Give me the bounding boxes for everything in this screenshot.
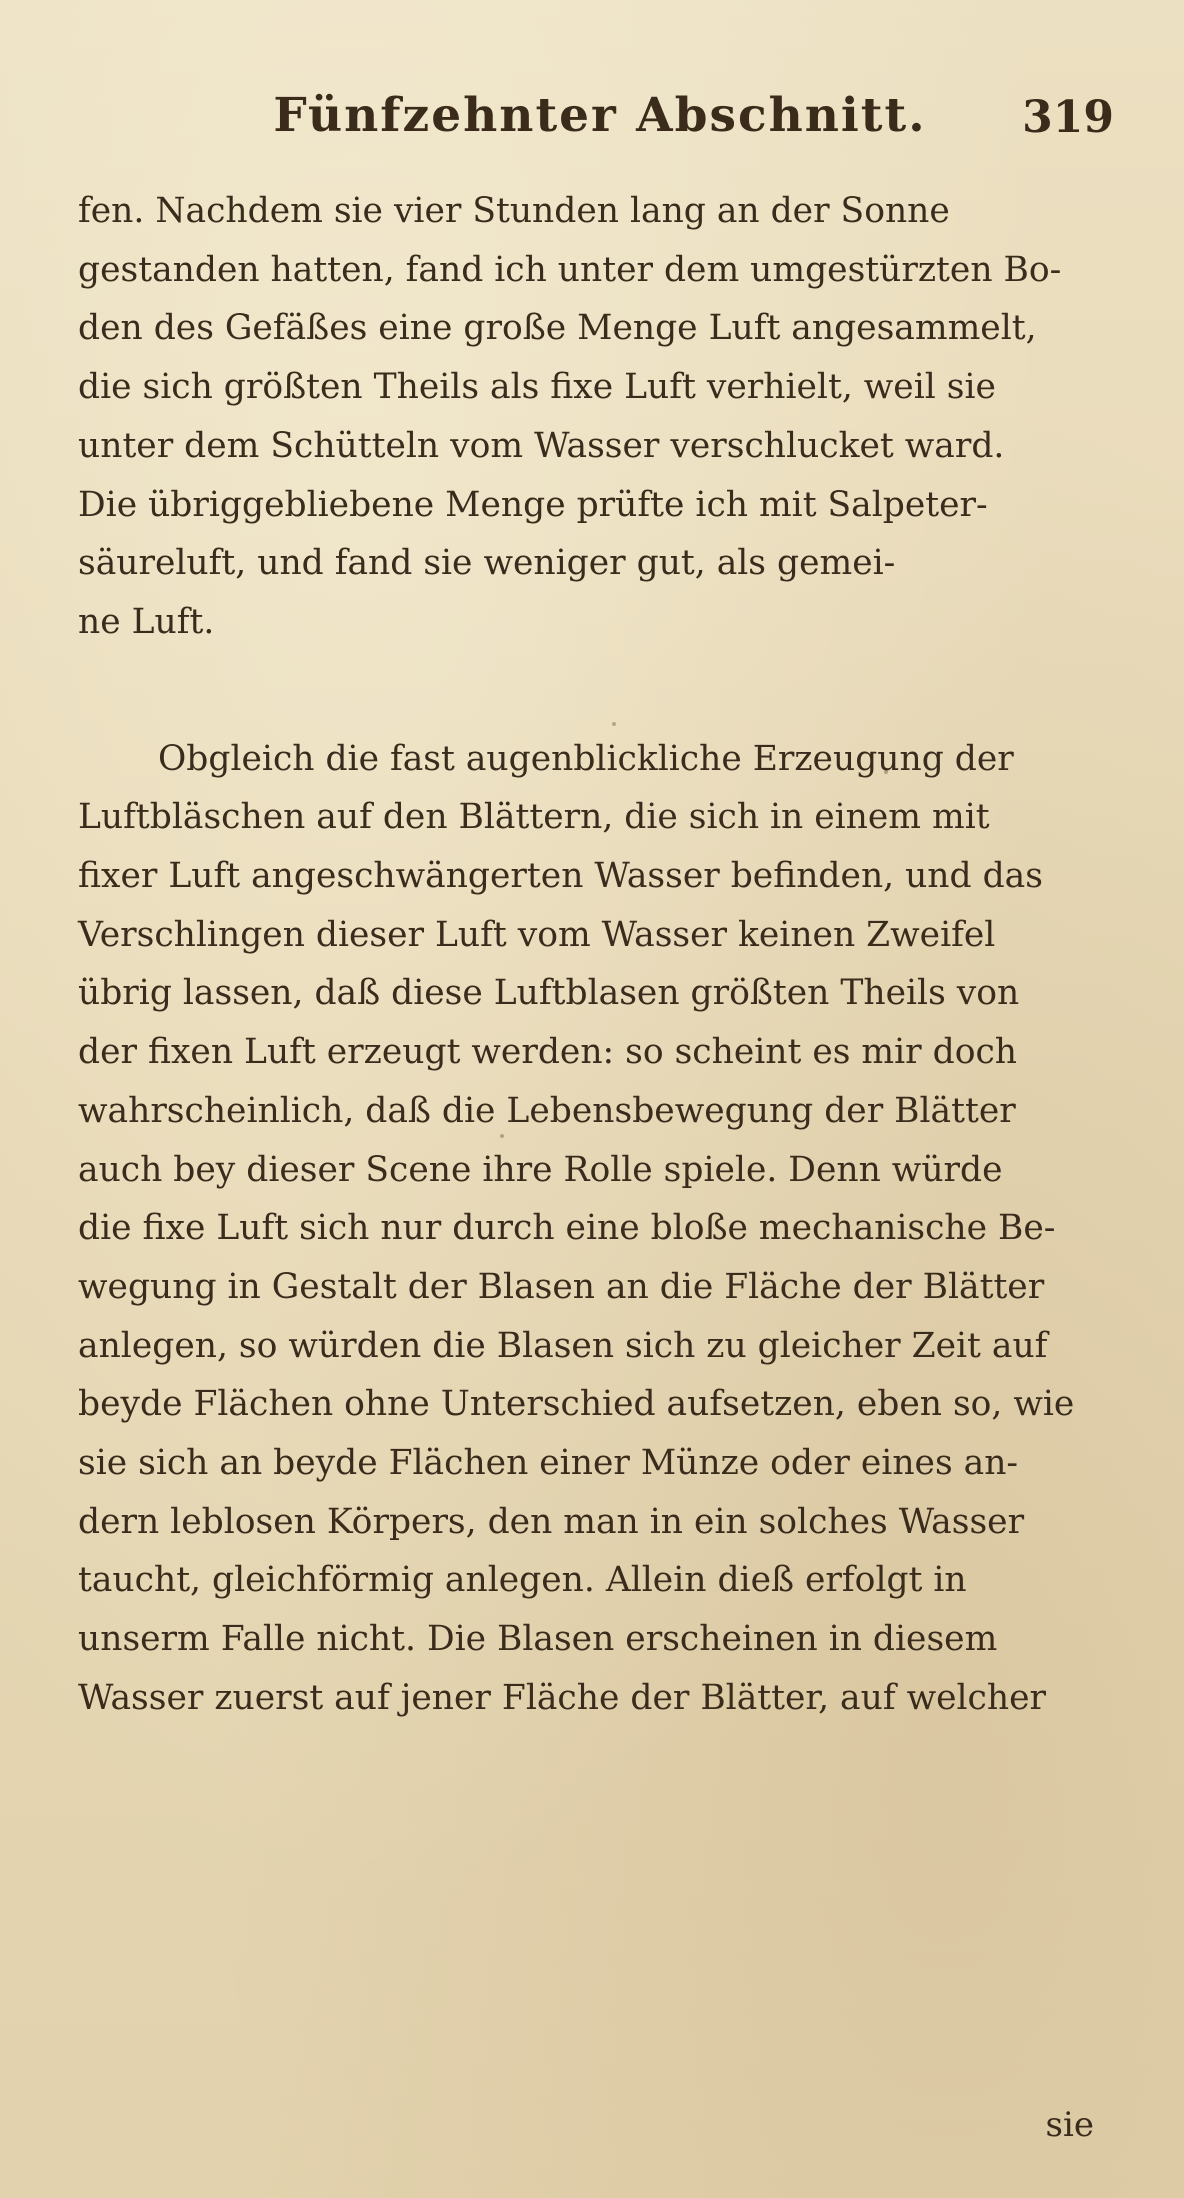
text-line: beyde Flächen ohne Unterschied aufsetzen, eben so, wie <box>78 1384 1075 1425</box>
text-line: sie sich an beyde Flächen einer Münze oder eines an- <box>78 1443 1019 1484</box>
paper-speck <box>612 722 616 726</box>
text-line: taucht, gleichförmig anlegen. Allein dieß erfolgt in <box>78 1560 967 1601</box>
text-line: unserm Falle nicht. Die Blasen erscheinen in diesem <box>78 1619 998 1660</box>
paragraph-1 <box>78 182 1122 652</box>
page-header <box>78 0 1122 182</box>
catchword: sie <box>1045 2105 1094 2145</box>
text-line: fen. Nachdem sie vier Stunden lang an der Sonne <box>78 191 950 231</box>
text-line: fixer Luft angeschwängerten Wasser befinden, und das <box>78 856 1043 897</box>
text-line: säureluft, und fand sie weniger gut, als gemei- <box>78 543 896 584</box>
text-line: anlegen, so würden die Blasen sich zu gleicher Zeit auf <box>78 1325 1048 1366</box>
text-line: gestanden hatten, fand ich unter dem umgestürzten Bo- <box>78 249 1062 290</box>
text-line: auch bey dieser Scene ihre Rolle spiele. Denn würde <box>78 1149 1003 1190</box>
text-line: unter dem Schütteln vom Wasser verschlucket ward. <box>78 425 1005 466</box>
text-line: wahrscheinlich, daß die Lebensbewegung der Blätter <box>78 1090 1016 1131</box>
text-line: Die übriggebliebene Menge prüfte ich mit Salpeter- <box>78 484 988 525</box>
text-line: wegung in Gestalt der Blasen an die Fläche der Blätter <box>78 1266 1045 1307</box>
paragraph-2 <box>78 730 1122 1728</box>
text-line: Obgleich die fast augenblickliche Erzeugung der <box>158 738 1014 779</box>
running-head: Fünfzehnter Abschnitt. <box>273 88 927 143</box>
text-line: der fixen Luft erzeugt werden: so scheint es mir doch <box>78 1032 1018 1073</box>
text-line: den des Gefäßes eine große Menge Luft angesammelt, <box>78 308 1037 349</box>
text-line: Wasser zuerst auf jener Fläche der Blätter, auf welcher <box>78 1677 1047 1718</box>
text-line: die sich größten Theils als fixe Luft verhielt, weil sie <box>78 367 996 408</box>
text-line: übrig lassen, daß diese Luftblasen größten Theils von <box>78 973 1020 1014</box>
paper-speck <box>500 1134 504 1138</box>
paragraph-gap <box>78 652 1122 730</box>
paper-speck <box>884 770 888 774</box>
paper-speck <box>150 1470 154 1474</box>
text-line: Verschlingen dieser Luft vom Wasser keinen Zweifel <box>78 914 996 955</box>
body-text <box>78 182 1122 1728</box>
text-line: die fixe Luft sich nur durch eine bloße mechanische Be- <box>78 1208 1056 1249</box>
text-line: ne Luft. <box>78 601 215 642</box>
text-line: dern leblosen Körpers, den man in ein solches Wasser <box>78 1501 1025 1542</box>
text-line: Luftbläschen auf den Blättern, die sich in einem mit <box>78 797 990 838</box>
page-number: 319 <box>1022 92 1114 143</box>
